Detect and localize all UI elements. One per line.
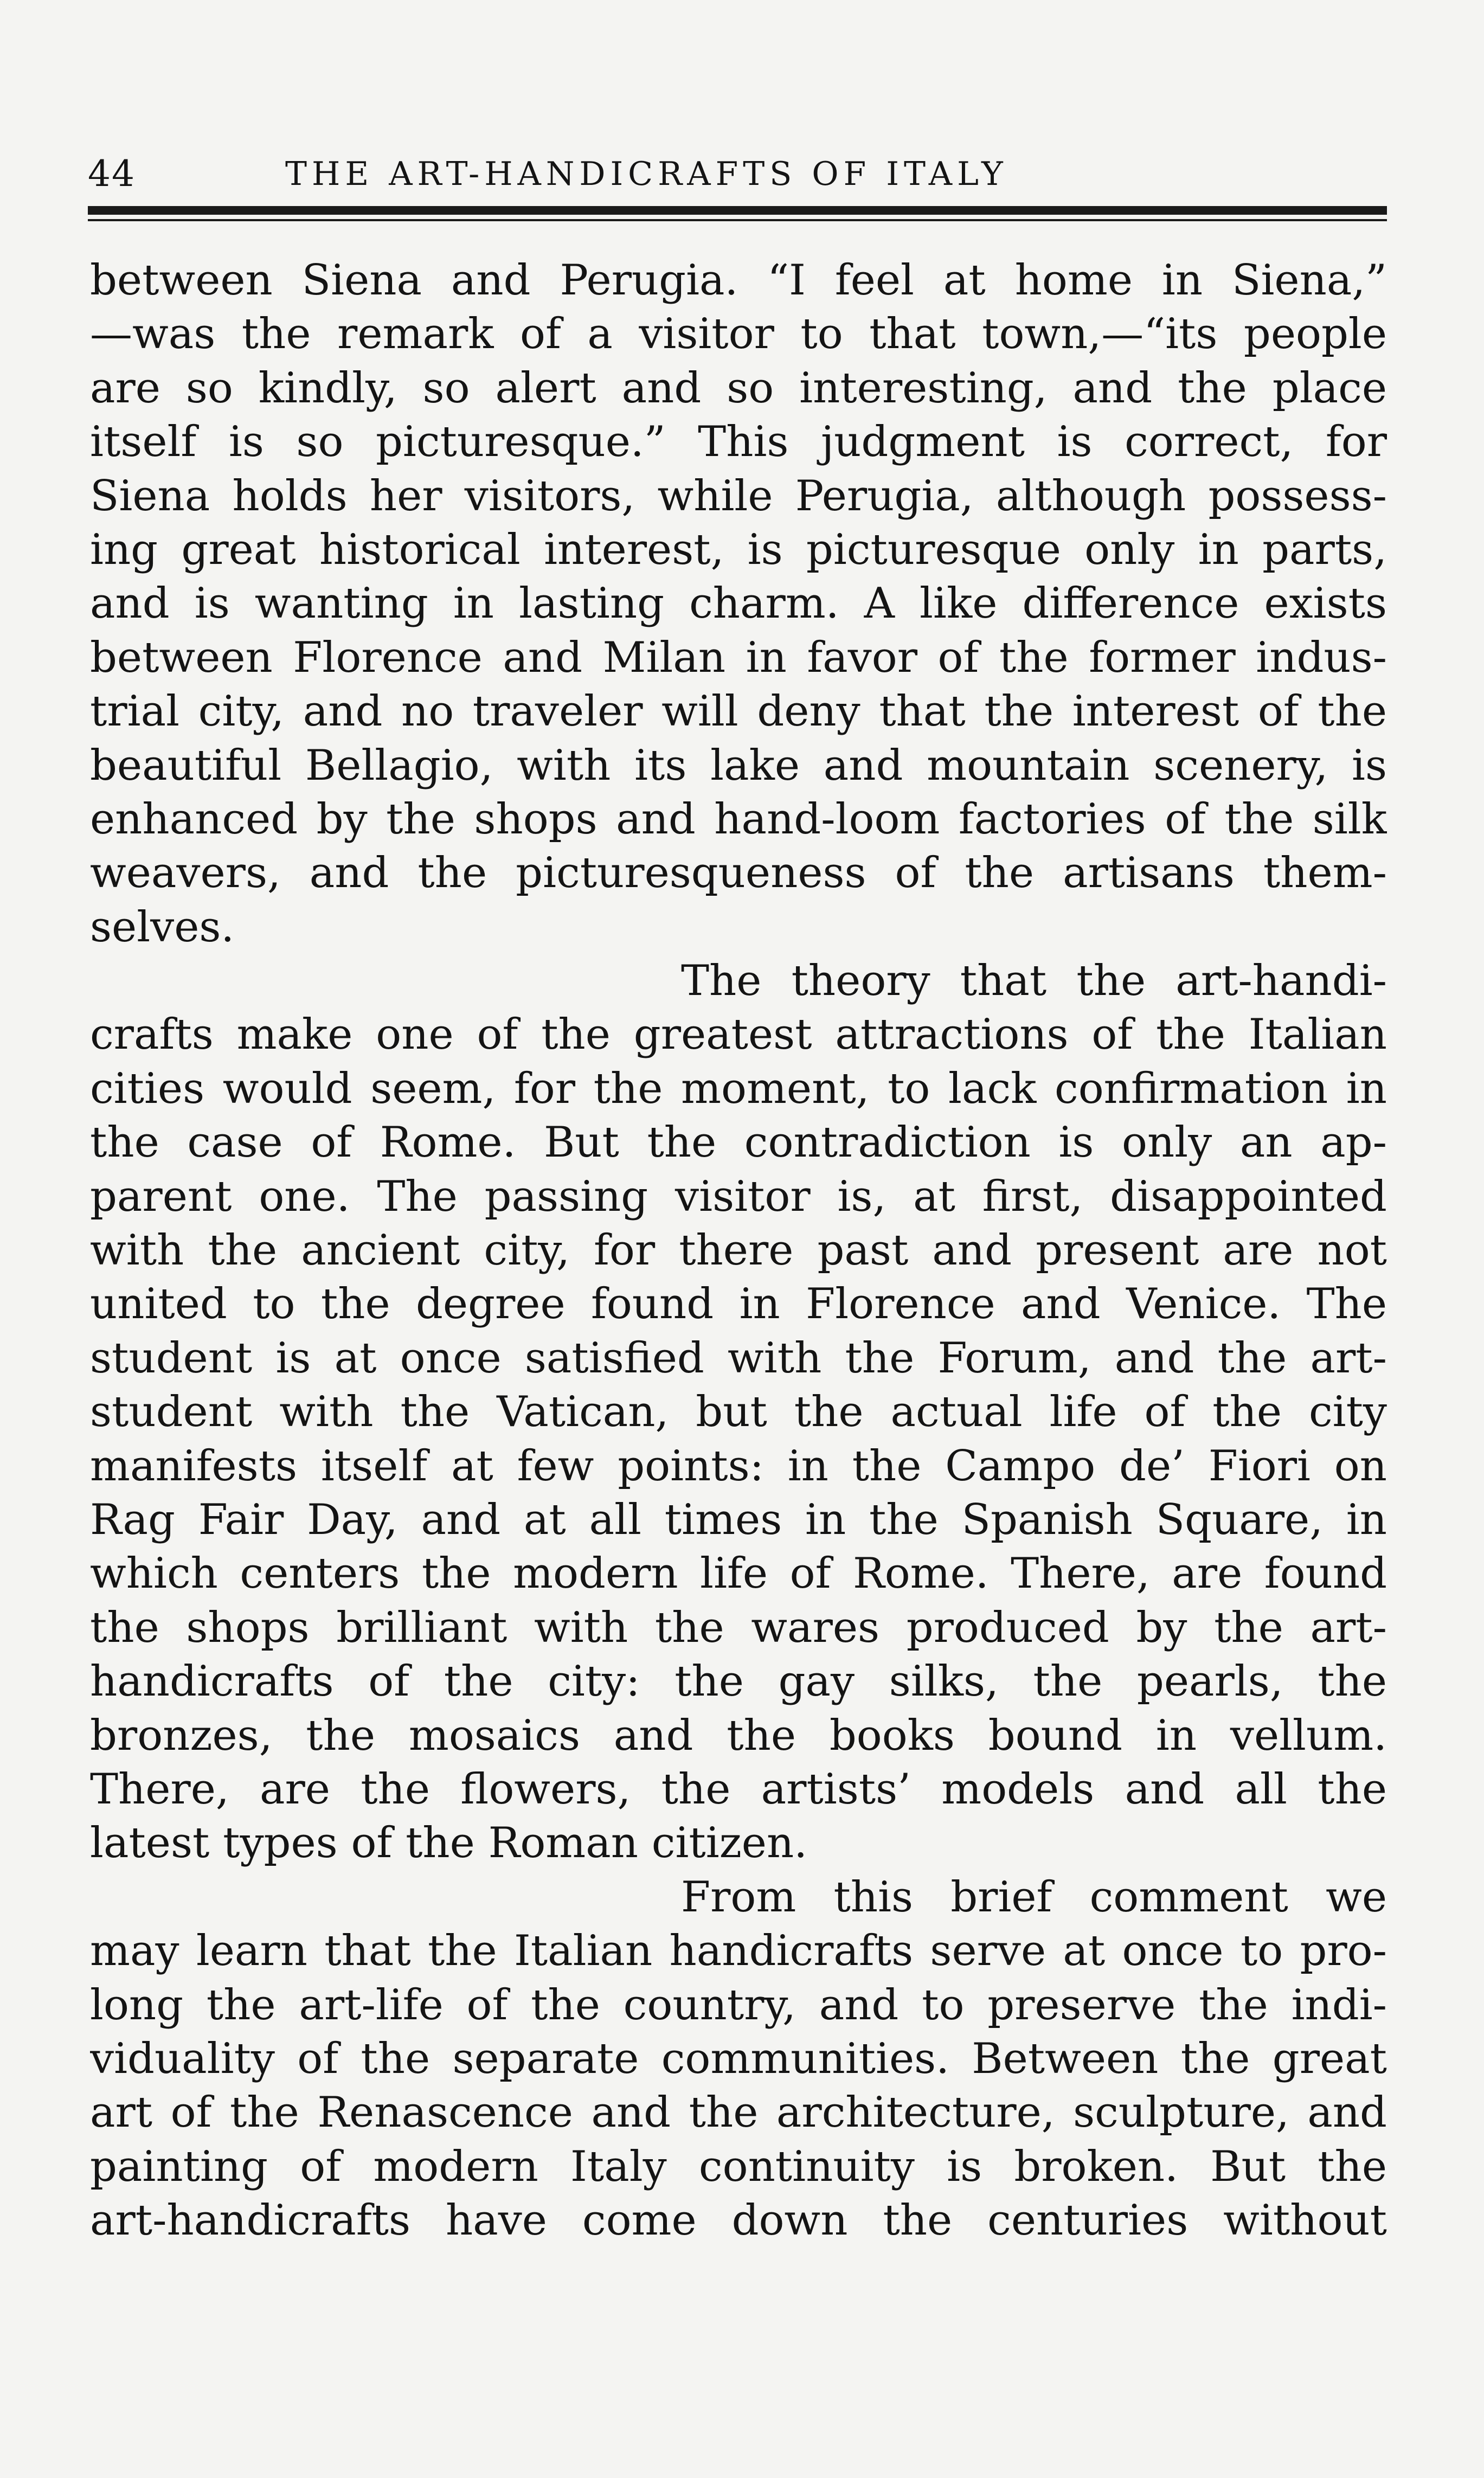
paragraph-start-line: From this brief comment we bbox=[681, 1872, 1387, 1922]
running-title: THE ART-HANDICRAFTS OF ITALY bbox=[285, 155, 1008, 193]
text-line: which centers the modern life of Rome. There, are found bbox=[90, 1549, 1387, 1598]
text-line: between Siena and Perugia. “I feel at home in Siena,” bbox=[90, 256, 1387, 305]
text-line: may learn that the Italian handicrafts serve at once to pro- bbox=[90, 1927, 1387, 1976]
text-line: united to the degree found in Florence and Venice. The bbox=[90, 1280, 1387, 1329]
text-line: Rag Fair Day, and at all times in the Spanish Square, in bbox=[90, 1495, 1387, 1544]
text-line: weavers, and the picturesqueness of the artisans them- bbox=[90, 849, 1387, 898]
header-rule-thick bbox=[88, 206, 1387, 215]
running-head bbox=[88, 150, 1371, 198]
text-line: between Florence and Milan in favor of the former indus- bbox=[90, 633, 1387, 682]
text-line: beautiful Bellagio, with its lake and mountain scenery, is bbox=[90, 741, 1387, 790]
text-line: art-handicrafts have come down the centuries without bbox=[90, 2196, 1387, 2245]
text-line: are so kindly, so alert and so interesting, and the place bbox=[90, 363, 1387, 413]
text-line: the case of Rome. But the contradiction is only an ap- bbox=[90, 1118, 1387, 1167]
text-line: itself is so picturesque.” This judgment is correct, for bbox=[90, 418, 1387, 467]
text-line: bronzes, the mosaics and the books bound in vellum. bbox=[90, 1711, 1387, 1760]
text-line: ing great historical interest, is picturesque only in parts, bbox=[90, 525, 1387, 574]
text-line: Siena holds her visitors, while Perugia, although possess- bbox=[90, 471, 1387, 521]
text-line: parent one. The passing visitor is, at first, disappointed bbox=[90, 1172, 1387, 1221]
text-line: crafts make one of the greatest attractions of the Italian bbox=[90, 1010, 1387, 1060]
text-line: student with the Vatican, but the actual life of the city bbox=[90, 1388, 1387, 1437]
page-number: 44 bbox=[88, 153, 136, 195]
text-line: painting of modern Italy continuity is broken. But the bbox=[90, 2142, 1387, 2191]
paragraph-end-line: latest types of the Roman citizen. bbox=[90, 1819, 807, 1868]
paragraph-end-line: selves. bbox=[90, 902, 235, 952]
text-line: the shops brilliant with the wares produced by the art- bbox=[90, 1603, 1387, 1652]
paragraph-start-line: The theory that the art-handi- bbox=[681, 956, 1387, 1006]
text-line: —was the remark of a visitor to that town,—“its people bbox=[90, 310, 1387, 359]
body-text bbox=[90, 254, 1387, 2248]
text-line: viduality of the separate communities. Between the great bbox=[90, 2034, 1387, 2083]
text-line: long the art-life of the country, and to preserve the indi- bbox=[90, 1980, 1387, 2030]
text-line: student is at once satisfied with the Forum, and the art- bbox=[90, 1333, 1387, 1383]
text-line: manifests itself at few points: in the Campo de’ Fiori on bbox=[90, 1441, 1387, 1491]
text-line: enhanced by the shops and hand-loom factories of the silk bbox=[90, 794, 1387, 844]
text-line: and is wanting in lasting charm. A like difference exists bbox=[90, 579, 1387, 628]
text-line: There, are the flowers, the artists’ models and all the bbox=[90, 1764, 1387, 1814]
text-line: with the ancient city, for there past and present are not bbox=[90, 1226, 1387, 1275]
text-line: art of the Renascence and the architecture, sculpture, and bbox=[90, 2088, 1387, 2137]
text-line: cities would seem, for the moment, to lack confirmation in bbox=[90, 1064, 1387, 1113]
header-rule-thin bbox=[88, 219, 1387, 221]
text-line: handicrafts of the city: the gay silks, the pearls, the bbox=[90, 1657, 1387, 1706]
text-line: trial city, and no traveler will deny that the interest of the bbox=[90, 687, 1387, 736]
